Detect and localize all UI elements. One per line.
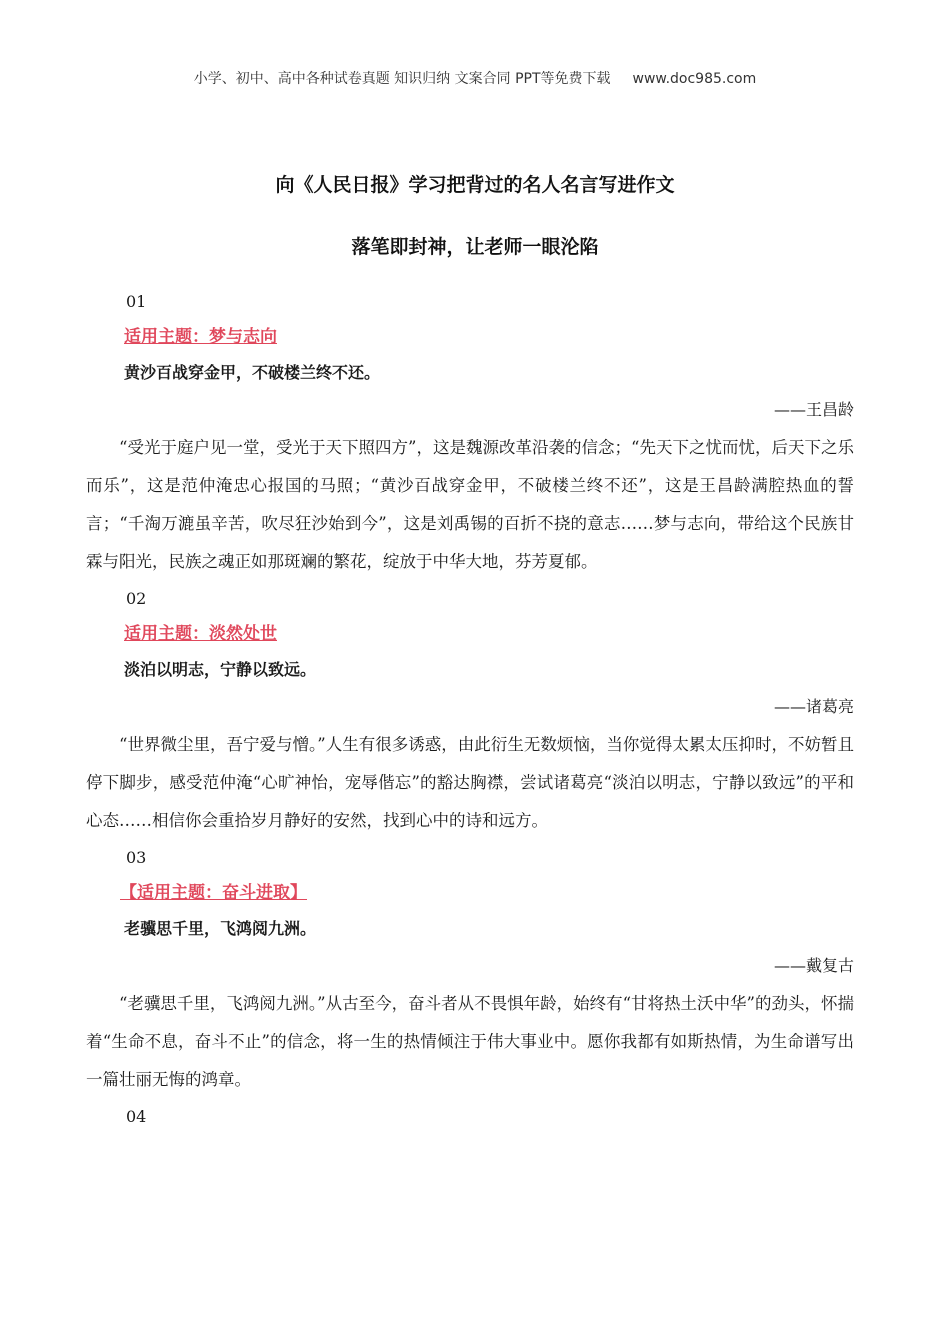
document-title: 向《人民日报》学习把背过的名人名言写进作文 xyxy=(275,174,675,196)
quote-author: ——王昌龄 xyxy=(773,400,854,419)
section-paragraph: “老骥思千里，飞鸿阅九洲。”从古至今，奋斗者从不畏惧年龄，始终有“甘将热土沃中华”的劲头，怀揣着“生命不息，奋斗不止”的信念，将一生的热情倾注于伟大事业中。愿你我都有如斯热情，为生命谱写出一篇壮丽无悔的鸿章。 xyxy=(86,994,854,1089)
document-body xyxy=(86,284,854,1134)
theme-label: 适用主题：淡然处世 xyxy=(124,624,277,644)
section-theme xyxy=(86,616,854,652)
section-theme xyxy=(86,875,854,911)
section-quote: 淡泊以明志，宁静以致远。 xyxy=(124,660,317,679)
section-paragraph: “世界微尘里，吾宁爱与憎。”人生有很多诱惑，由此衍生无数烦恼，当你觉得太累太压抑时，不妨暂且停下脚步，感受范仲淹“心旷神怡，宠辱偕忘”的豁达胸襟，尝试诸葛亮“淡泊以明志，宁静以致远”的平和心态……相信你会重拾岁月静好的安然，找到心中的诗和远方。 xyxy=(86,735,854,830)
quote-author: ——戴复古 xyxy=(773,956,854,975)
section-theme xyxy=(86,319,854,355)
page-header xyxy=(0,68,950,88)
section-number: 02 xyxy=(126,589,147,608)
section-quote: 老骥思千里，飞鸿阅九洲。 xyxy=(124,919,317,938)
section-number: 01 xyxy=(126,292,147,311)
header-site: www.doc985.com xyxy=(632,71,757,87)
header-text: 小学、初中、高中各种试卷真题 知识归纳 文案合同 PPT等免费下载 xyxy=(193,71,611,87)
section-paragraph: “受光于庭户见一堂，受光于天下照四方”，这是魏源改革沿袭的信念；“先天下之忧而忧，后天下之乐而乐”，这是范仲淹忠心报国的马照；“黄沙百战穿金甲，不破楼兰终不还”，这是王昌龄满腔热血的誓言；“千淘万漉虽辛苦，吹尽狂沙始到今”，这是刘禹锡的百折不挠的意志……梦与志向，带给这个民族甘霖与阳光，民族之魂正如那斑斓的繁花，绽放于中华大地，芬芳夏郁。 xyxy=(86,438,854,571)
document-subtitle: 落笔即封神，让老师一眼沦陷 xyxy=(351,236,599,258)
section-quote: 黄沙百战穿金甲，不破楼兰终不还。 xyxy=(124,363,381,382)
theme-label: 适用主题：梦与志向 xyxy=(124,327,277,347)
section-number: 04 xyxy=(126,1107,147,1126)
quote-author: ——诸葛亮 xyxy=(773,697,854,716)
theme-label: 【适用主题：奋斗进取】 xyxy=(120,883,307,903)
section-number: 03 xyxy=(126,848,147,867)
